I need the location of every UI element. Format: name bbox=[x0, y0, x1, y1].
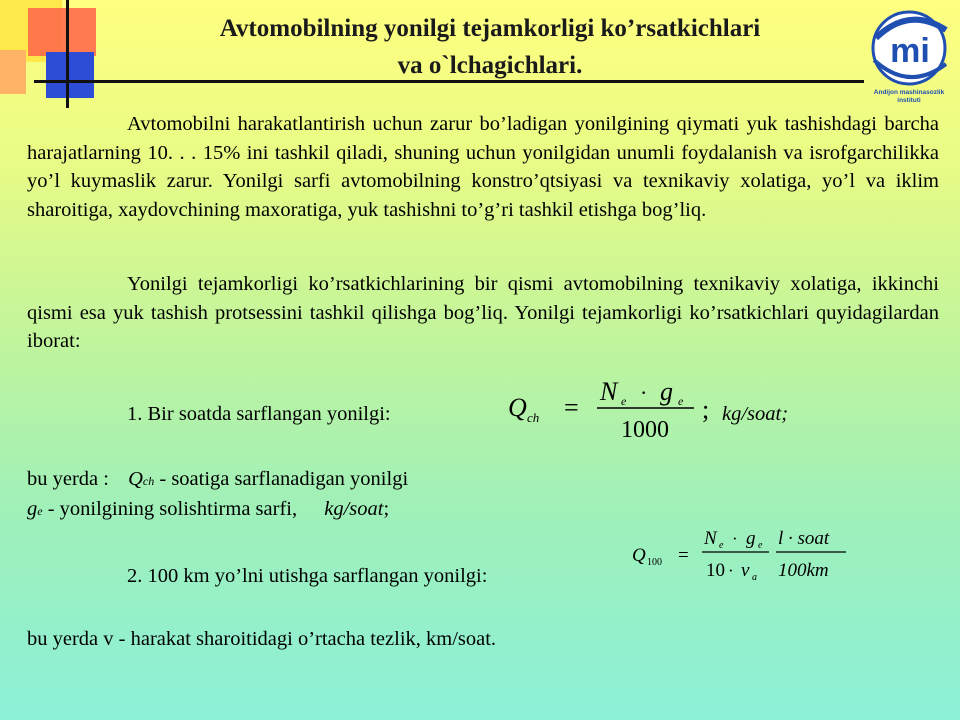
where-1-desc: - soatiga sarflanadigan yonilgi bbox=[154, 468, 409, 490]
decor-blue-square bbox=[46, 52, 94, 98]
logo-mark: mi bbox=[890, 32, 930, 70]
formula1-num-b-sub: e bbox=[678, 394, 684, 408]
where-3-line: bu yerda v - harakat sharoitidagi o’rtacha tezlik, km/soat. bbox=[27, 628, 497, 650]
paragraph-1-block bbox=[27, 110, 939, 224]
paragraph-2: Yonilgi tejamkorligi ko’rsatkichlarining bir qismi avtomobilning texnikaviy xolatiga, ikkinchi qismi esa yuk tashish protsessini tashkil qilishga bog’liq. Yonilgi tejamkorligi ko’rsatkichlari quyidagilardan iborat: bbox=[27, 273, 939, 352]
formula1-num-a: N bbox=[600, 377, 618, 406]
slide-title bbox=[120, 10, 860, 84]
logo-caption-1: Andijon mashinasozlik bbox=[873, 89, 945, 96]
formula2-dot: · bbox=[732, 529, 738, 548]
item-1-unit: kg/soat; bbox=[722, 403, 789, 425]
where-2-desc: - yonilgining solishtirma sarfi, bbox=[42, 498, 298, 520]
formula2-num1: N bbox=[704, 528, 717, 549]
logo-caption-2: instituti bbox=[897, 97, 921, 104]
formula1-num-b: g bbox=[660, 377, 673, 406]
formula2-den2: 100km bbox=[778, 560, 829, 581]
formula2-den1b-sub: a bbox=[752, 572, 757, 583]
formula1-eq: = bbox=[564, 393, 579, 422]
where-1-symbol: Q bbox=[128, 468, 143, 490]
where-2-symbol: g bbox=[27, 498, 38, 520]
formula2-den1a: 10 bbox=[706, 560, 725, 581]
item-2-label: 2. 100 km yo’lni utishga sarflangan yonilgi: bbox=[127, 565, 488, 587]
institute-logo bbox=[862, 8, 956, 108]
formula2-num2: l · soat bbox=[778, 528, 830, 549]
formula2-den-dot: · bbox=[728, 561, 734, 580]
formula2-lhs-sub: 100 bbox=[647, 557, 662, 568]
where-2-unit: kg/soat bbox=[324, 498, 384, 520]
where-2-tail: ; bbox=[383, 498, 390, 520]
where-2-symbol-sub: e bbox=[37, 504, 43, 518]
formula1-lhs: Q bbox=[508, 393, 527, 422]
formula-hourly-fuel bbox=[500, 374, 730, 444]
formula1-den: 1000 bbox=[621, 417, 669, 443]
decor-red-square bbox=[28, 8, 96, 56]
decor-vertical-line bbox=[66, 0, 69, 108]
formula-100km-fuel bbox=[628, 522, 858, 588]
paragraph-2-block bbox=[27, 270, 939, 356]
formula1-num-a-sub: e bbox=[621, 394, 627, 408]
item-1-label: 1. Bir soatda sarflangan yonilgi: bbox=[127, 403, 391, 425]
formula2-num1b: g bbox=[746, 528, 756, 549]
formula1-dot: · bbox=[640, 380, 648, 405]
where-1-line bbox=[27, 465, 408, 495]
formula2-num1-sub: e bbox=[719, 540, 724, 551]
where-1-prefix: bu yerda : bbox=[27, 468, 109, 490]
where-2-line bbox=[27, 495, 389, 525]
paragraph-1: Avtomobilni harakatlantirish uchun zarur bo’ladigan yonilgining qiymati yuk tashishdagi barcha harajatlarning 10. . . 15% ini tashkil qiladi, shuning uchun yonilgidan unumli foydalanish va isrofgarchilikka yo’l kuymaslik zarur. Yonilgi sarfi avtomobilning konstro’qtsiyasi va texnikaviy xolatiga, yo’l va iklim sharoitiga, xaydovchining maxoratiga, yuk tashishni to’g’ri tashkil etishga bog’liq. bbox=[27, 113, 939, 221]
formula2-den1b: v bbox=[741, 560, 750, 581]
where-1-symbol-sub: ch bbox=[142, 474, 155, 488]
decor-orange-square bbox=[0, 50, 26, 94]
title-line-2: va o`lchagichlari. bbox=[397, 52, 583, 79]
formula2-num1b-sub: e bbox=[758, 540, 763, 551]
title-line-1: Avtomobilning yonilgi tejamkorligi ko’rsatkichlari bbox=[219, 15, 761, 42]
formula1-semicolon: ; bbox=[702, 395, 710, 424]
formula2-eq: = bbox=[678, 545, 689, 566]
formula2-lhs: Q bbox=[632, 545, 646, 566]
formula1-lhs-sub: ch bbox=[527, 410, 540, 425]
